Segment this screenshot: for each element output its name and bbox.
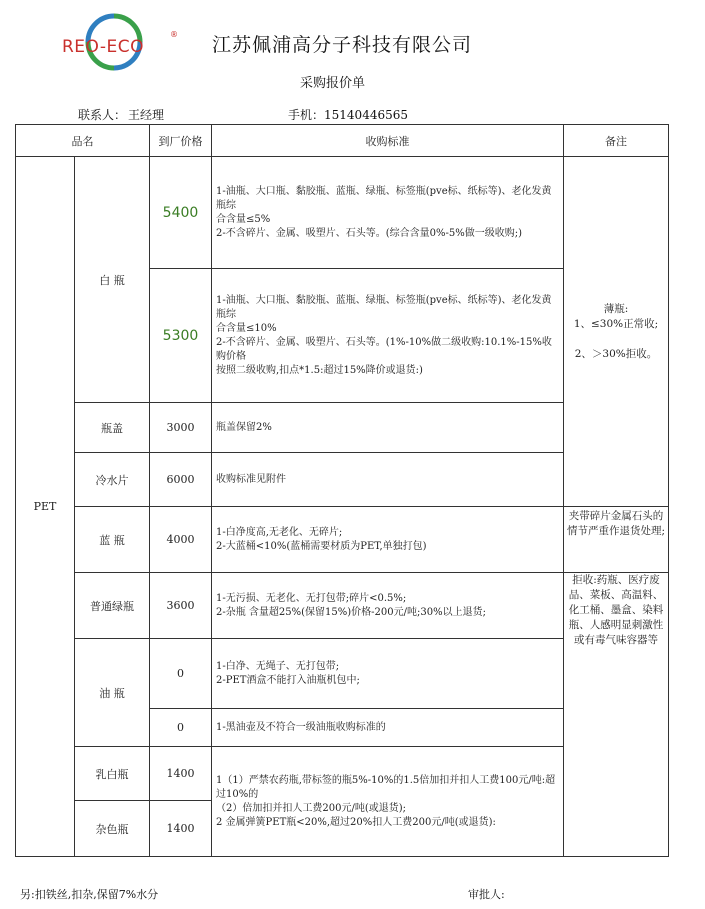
header-notes: 备注 (564, 125, 669, 157)
logo-registered-mark: ® (170, 30, 178, 39)
phone-number: 15140446565 (324, 108, 408, 122)
product-name: 瓶盖 (75, 403, 150, 453)
price-cell: 0 (150, 709, 212, 747)
footer-note: 另:扣铁丝,扣杂,保留7%水分 (20, 888, 159, 901)
product-name: 蓝 瓶 (75, 507, 150, 573)
price-cell: 1400 (150, 801, 212, 857)
standard-cell-shared: 1（1）严禁农药瓶,带标签的瓶5%-10%的1.5倍加扣并扣人工费100元/吨:超过10%的 （2）倍加扣并扣人工费200元/吨(或退货); 2 金属弹簧PET瓶<20%,超过20%扣人工费200元/吨(或退货): (212, 747, 564, 857)
product-name: 普通绿瓶 (75, 573, 150, 639)
standard-cell: 1-黑油壶及不符合一级油瓶收购标准的 (212, 709, 564, 747)
product-name: 杂色瓶 (75, 801, 150, 857)
note-thin-bottle: 薄瓶: 1、≤30%正常收; 2、＞30%拒收。 (564, 157, 669, 507)
price-cell: 1400 (150, 747, 212, 801)
standard-cell: 瓶盖保留2% (212, 403, 564, 453)
phone-label: 手机： (288, 108, 325, 122)
standard-cell: 1-无污损、无老化、无打包带;碎片<0.5%; 2-杂瓶 含量超25%(保留15%)价格-200元/吨;30%以上退货; (212, 573, 564, 639)
price-cell: 4000 (150, 507, 212, 573)
header-product: 品名 (16, 125, 150, 157)
category-cell: PET (16, 157, 75, 857)
standard-cell: 1-白净、无绳子、无打包带; 2-PET酒盒不能打入油瓶机包中; (212, 639, 564, 709)
standard-cell: 1-油瓶、大口瓶、黏胶瓶、蓝瓶、绿瓶、标签瓶(pve标、纸标等)、老化发黄瓶综 合含量≤5% 2-不含碎片、金属、吸塑片、石头等。(综合含量0%-5%做一级收购;) (212, 157, 564, 269)
product-name: 白 瓶 (75, 157, 150, 403)
contact-person (78, 106, 164, 123)
product-name: 油 瓶 (75, 639, 150, 747)
company-logo (62, 12, 182, 76)
table-row (16, 507, 669, 573)
table-row (16, 157, 669, 269)
standard-cell: 1-油瓶、大口瓶、黏胶瓶、蓝瓶、绿瓶、标签瓶(pve标、纸标等)、老化发黄瓶综 合含量≤10% 2-不含碎片、金属、吸塑片、石头等。(1%-10%做二级收购:10.1%-15%收购价格 按照二级收购,扣点*1.5:超过15%降价或退货:) (212, 269, 564, 403)
note-reject: 拒收:药瓶、医疗废品、菜板、高温料、化工桶、墨盒、染料瓶、人感明显刺激性或有毒气味容器等 (564, 573, 669, 857)
price-cell: 0 (150, 639, 212, 709)
quote-table (15, 124, 669, 857)
standard-cell: 1-白净度高,无老化、无碎片; 2-大蓝桶<10%(蓝桶需要材质为PET,单独打包) (212, 507, 564, 573)
header-price: 到厂价格 (150, 125, 212, 157)
product-name: 冷水片 (75, 453, 150, 507)
page-title: 采购报价单 (300, 76, 366, 91)
table-header-row (16, 125, 669, 157)
product-name: 乳白瓶 (75, 747, 150, 801)
price-cell: 3000 (150, 403, 212, 453)
price-cell: 6000 (150, 453, 212, 507)
header-standard: 收购标准 (212, 125, 564, 157)
contact-label: 联系人： (78, 108, 127, 122)
table-row (16, 573, 669, 639)
logo-text: REO-ECO (62, 37, 145, 57)
price-cell: 5400 (150, 157, 212, 269)
note-metal: 夹带碎片金属石头的情节严重作退货处理; (564, 507, 669, 573)
price-cell: 3600 (150, 573, 212, 639)
price-cell: 5300 (150, 269, 212, 403)
company-name: 江苏佩浦高分子科技有限公司 (212, 34, 473, 56)
footer-approver: 审批人: (468, 888, 505, 901)
contact-name: 王经理 (128, 108, 165, 122)
contact-phone (288, 106, 408, 123)
standard-cell: 收购标准见附件 (212, 453, 564, 507)
